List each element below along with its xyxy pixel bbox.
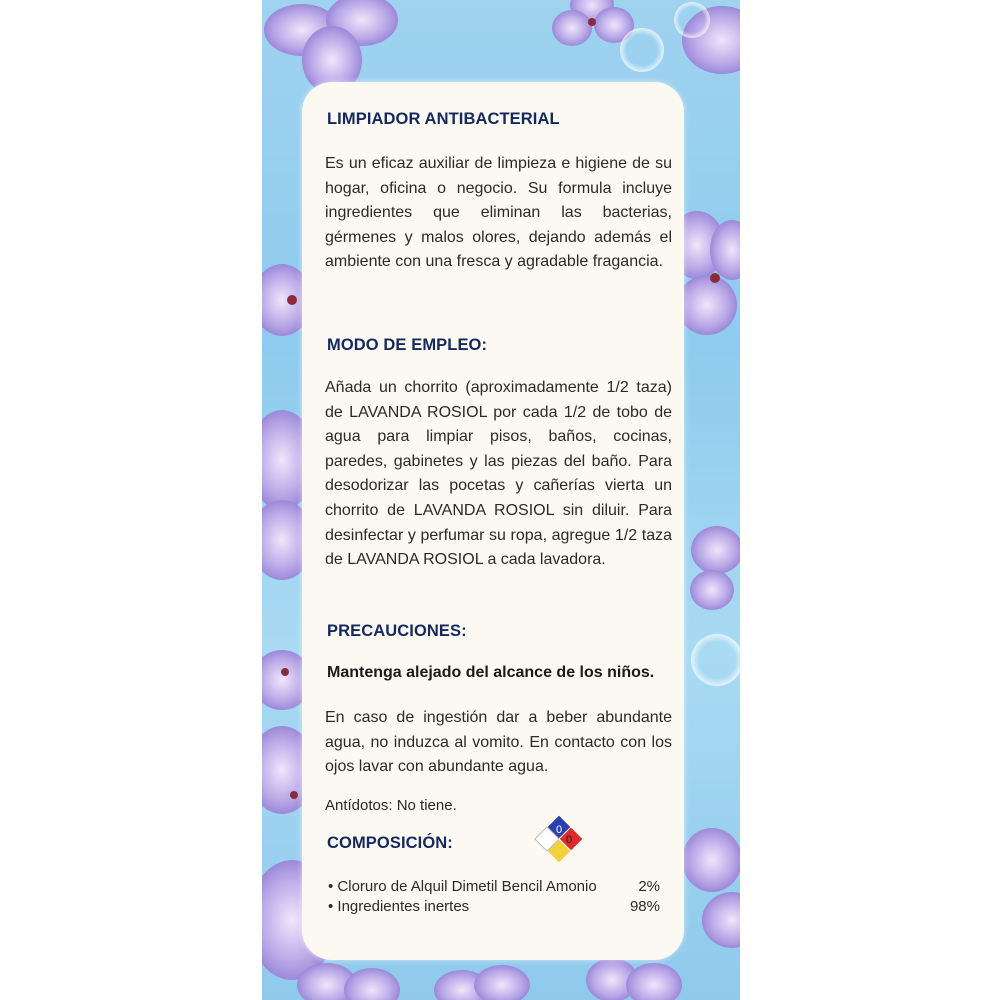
composition-item-percent: 2% [638,878,660,895]
antidote-text: Antídotos: No tiene. [325,797,457,814]
composition-item-name: • Cloruro de Alquil Dimetil Bencil Amonio [328,878,597,895]
product-title: LIMPIADOR ANTIBACTERIAL [327,110,560,128]
usage-paragraph: Añada un chorrito (aproximadamente 1/2 taza) de LAVANDA ROSIOL por cada 1/2 de tobo de agua para limpiar pisos, baños, cocinas, paredes, gabinetes y las piezas del baño. Para desodorizar las pocetas y cañerías vierta un chorrito de LAVANDA ROSIOL sin diluir. Para desinfectar y perfumar su ropa, agregue 1/2 taza de LAVANDA ROSIOL a cada lavadora. [325,379,672,569]
usage-heading: MODO DE EMPLEO: [327,336,488,354]
composition-item [328,898,660,915]
children-warning: Mantenga alejado del alcance de los niños. [327,664,655,681]
reactivity-rating: 0 [565,834,573,846]
info-panel [302,82,684,960]
precautions-paragraph: En caso de ingestión dar a beber abundante agua, no induzca al vomito. En contacto con los ojos lavar con abundante agua. [325,709,672,776]
composition-item-percent: 98% [629,898,660,915]
health-rating: 0 [545,834,553,846]
composition-item-name: • Ingredientes inertes [328,898,470,915]
intro-paragraph: Es un eficaz auxiliar de limpieza e higiene de su hogar, oficina o negocio. Su formula incluye ingredientes que eliminan las bacterias, gérmenes y malos olores, dejando además el ambiente con una fresca y agradable fragancia. [325,155,672,271]
composition-heading: COMPOSICIÓN: [327,834,453,852]
nfpa-hazard-diamond-icon [534,814,584,864]
flammability-rating: 0 [555,824,563,836]
precautions-heading: PRECAUCIONES: [327,622,467,640]
composition-item [328,878,660,895]
